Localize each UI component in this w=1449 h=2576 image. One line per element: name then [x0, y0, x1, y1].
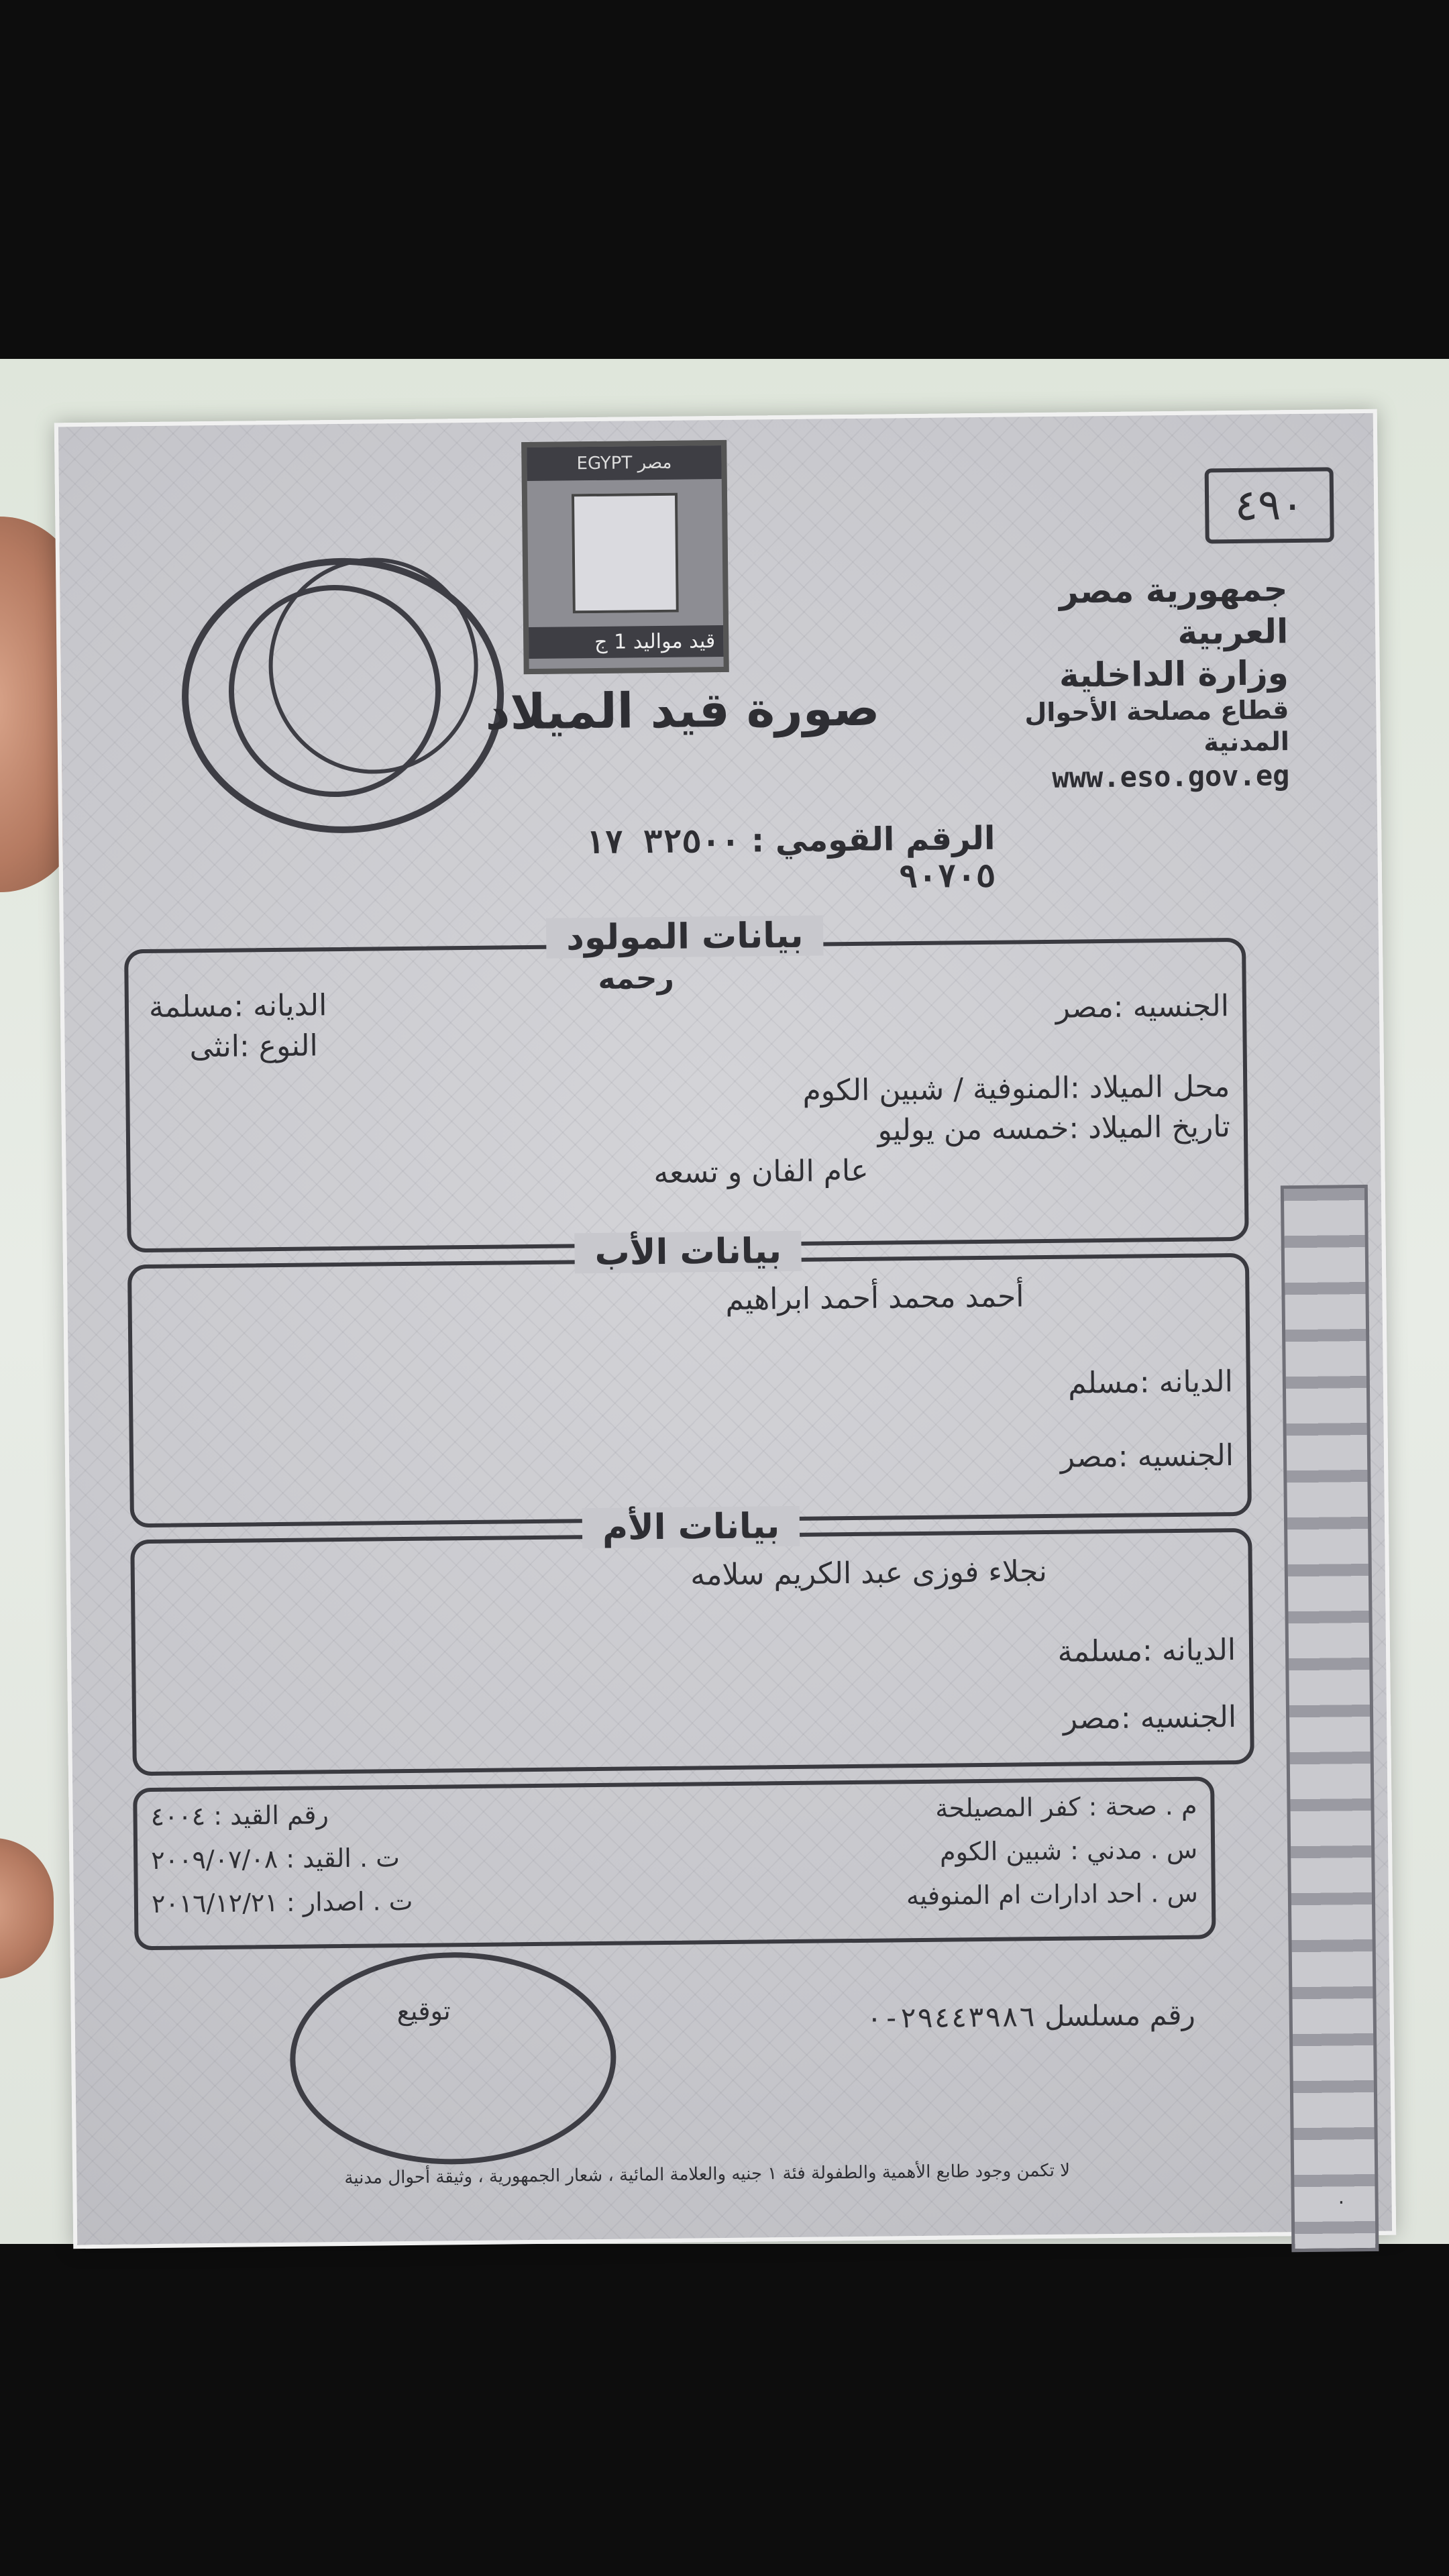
nationality-label: الجنسيه : — [1118, 1438, 1234, 1474]
religion-value: مسلمة — [148, 989, 234, 1024]
religion-label: الديانه : — [233, 988, 327, 1024]
nationality-value: مصر — [1063, 1701, 1122, 1736]
nationality-label: الجنسيه : — [1120, 1700, 1237, 1735]
gender-value: انثى — [189, 1029, 240, 1065]
father-nationality — [1060, 1438, 1234, 1474]
registration-box — [133, 1776, 1216, 1950]
sector-name: قطاع مصلحة الأحوال المدنية — [1024, 694, 1290, 757]
national-id-value: ٣٢٥٠٠ ١٧ ٩٠٧٠٥ — [584, 822, 996, 896]
newborn-birthdate — [877, 1110, 1230, 1147]
newborn-name: رحمه — [598, 961, 675, 996]
religion-label: الديانه : — [1139, 1364, 1234, 1400]
registry-section: س . احد ادارات ام المنوفيه — [906, 1878, 1199, 1911]
newborn-gender — [189, 1028, 318, 1064]
newborn-religion — [149, 988, 327, 1024]
newborn-section-title: بيانات المولود — [546, 915, 824, 958]
stamp-portrait-icon — [572, 493, 679, 614]
country-name: جمهورية مصر العربية — [1059, 570, 1289, 652]
mother-religion — [1057, 1633, 1236, 1669]
religion-label: الديانه : — [1142, 1633, 1236, 1668]
nationality-value: مصر — [1055, 989, 1114, 1025]
mother-section-title: بيانات الأم — [582, 1506, 800, 1548]
revenue-stamp — [521, 440, 729, 674]
mother-nationality — [1063, 1700, 1237, 1736]
birthplace-label: محل الميلاد : — [1069, 1069, 1230, 1106]
father-section-title: بيانات الأب — [574, 1231, 802, 1274]
health-office: م . صحة : كفر المصيلحة — [935, 1790, 1197, 1823]
father-section — [127, 1231, 1252, 1527]
mother-section — [130, 1506, 1254, 1776]
birth-certificate — [54, 409, 1396, 2249]
birthplace-value: المنوفية / شبين الكوم — [802, 1071, 1071, 1108]
father-name: أحمد محمد أحمد ابراهيم — [725, 1279, 1024, 1317]
document-title: صورة قيد الميلاد — [484, 680, 880, 741]
stamp-label: قيد مواليد — [633, 629, 716, 654]
signature-stamp — [289, 1951, 617, 2166]
serial-number — [865, 1998, 1195, 2035]
civil-office: س . مدني : شبين الكوم — [939, 1834, 1198, 1867]
newborn-section — [124, 915, 1249, 1252]
corner-mark: · — [1338, 2191, 1345, 2215]
signature-label: توقيع — [396, 1996, 451, 2027]
religion-value: مسلمة — [1057, 1633, 1143, 1669]
national-id — [478, 820, 996, 900]
nationality-label: الجنسيه : — [1113, 989, 1230, 1024]
birthdate-label: تاريخ الميلاد : — [1069, 1110, 1231, 1146]
stamp-country: مصر EGYPT — [527, 445, 722, 481]
birthdate-value: خمسه من يوليو — [877, 1111, 1069, 1148]
stamp-value — [529, 625, 723, 659]
decorative-border — [1281, 1185, 1379, 2252]
newborn-birthdate-line2: عام الفان و تسعه — [653, 1153, 869, 1191]
stamp-amount: 1 ج — [594, 630, 627, 654]
nationality-value: مصر — [1060, 1439, 1119, 1474]
issuer-header — [938, 568, 1289, 796]
newborn-birthplace — [802, 1069, 1230, 1108]
mother-name: نجلاء فوزى عبد الكريم سلامه — [690, 1554, 1048, 1593]
national-id-label: الرقم القومي : — [751, 819, 996, 860]
gender-label: النوع : — [239, 1028, 318, 1064]
religion-value: مسلم — [1067, 1365, 1140, 1401]
father-religion — [1068, 1364, 1233, 1401]
registration-date: ت . القيد : ٢٠٠٩/٠٧/٠٨ — [151, 1843, 400, 1876]
ministry-name: وزارة الداخلية — [1059, 653, 1289, 695]
issue-date: ت . اصدار : ٢٠١٦/١٢/٢١ — [151, 1886, 413, 1919]
newborn-nationality — [1055, 989, 1229, 1025]
official-seal-overlap — [268, 557, 479, 775]
serial-box: ٤٩٠ — [1205, 467, 1334, 543]
registration-number: رقم القيد : ٤٠٠٤ — [150, 1800, 329, 1832]
serial-label: رقم مسلسل — [1044, 1998, 1195, 2033]
website-url: www.eso.gov.eg — [1052, 758, 1290, 794]
serial-value: ٢٩٤٤٣٩٨٦-٠ — [865, 2000, 1036, 2035]
footer-note: لا تكمن وجود طابع الأهمية والطفولة فئة ١ جنيه والعلامة المائية ، شعار الجمهورية ، وثيقة أحوال مدنية — [344, 2160, 1071, 2189]
